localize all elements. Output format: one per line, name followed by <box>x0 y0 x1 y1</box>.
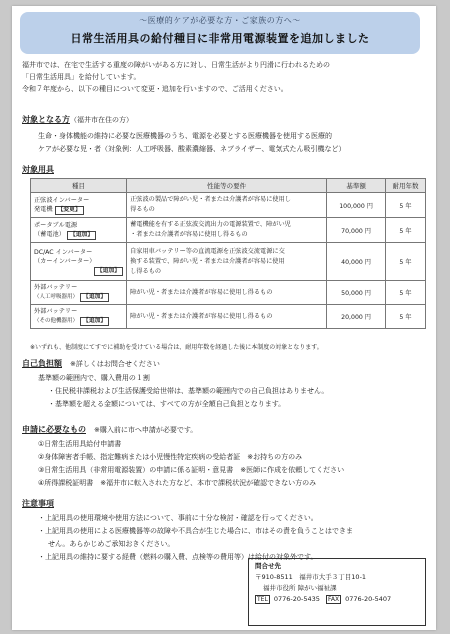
item-years: 5 年 <box>385 281 425 305</box>
target-text <box>38 130 426 156</box>
target-line: 生命・身体機能の維持に必要な医療機器のうち、電源を必要とする医療機器を使用する医療的 <box>38 132 332 140</box>
perf-line: 得るもの <box>130 206 155 213</box>
perf-line: 換する装置で、障がい児・者または介護者が容易に使用 <box>130 257 285 265</box>
note-item: ・上記用具の使用環境や使用方法について、事前に十分な検討・確認を行ってください。 <box>38 514 318 522</box>
table-header-row <box>31 179 426 193</box>
table-row <box>31 243 426 281</box>
intro-line: 令和７年度から、以下の種目について変更・追加を行いますので、ご活用ください。 <box>22 85 288 93</box>
item-name: 外部バッテリー <box>34 308 78 315</box>
item-name-sub: （蓄電池） <box>34 230 65 238</box>
flyer-page <box>12 6 436 630</box>
note-item: ・上記用具の使用による医療機器等の故障や不具合が生じた場合に、市はその責を負うことはできま <box>38 527 353 535</box>
table-footnote: ※いずれも、他制度にてすでに補助を受けている場合は、耐用年数を経過した後に本制度の対象となります。 <box>30 344 323 351</box>
perf-line: 障がい児・者または介護者が容易に使用し得るもの <box>130 312 273 320</box>
contact-office: 福井市役所 障がい福祉課 <box>263 584 337 592</box>
table-row <box>31 193 426 218</box>
item-years: 5 年 <box>385 218 425 243</box>
item-perf-cell <box>127 193 327 218</box>
title-banner <box>20 12 420 54</box>
item-price: 70,000 円 <box>327 218 386 243</box>
item-name-sub: （カーインバーター） <box>34 257 96 265</box>
tel-number[interactable]: 0776-20-5435 <box>273 595 320 603</box>
item-name-cell <box>31 243 127 281</box>
perf-line: 蓄電機能を有する正弦波交流出力の電源装置で、障がい児 <box>130 221 291 228</box>
documents-heading-note: ※購入前に市へ申請が必要です。 <box>94 426 198 434</box>
cost-heading <box>22 358 160 369</box>
notes-heading-label: 注意事項 <box>22 499 54 508</box>
item-name: DC/AC インバーター <box>34 248 93 256</box>
cost-heading-note: ※詳しくはお問合せください <box>70 360 160 368</box>
item-price: 50,000 円 <box>327 281 386 305</box>
item-perf-cell <box>127 281 327 305</box>
item-perf-cell <box>127 305 327 329</box>
item-name-cell <box>31 218 127 243</box>
perf-line: 自家用車バッテリー等の直流電源を正弦波交流電源に交 <box>130 247 285 255</box>
fax-number: 0776-20-5407 <box>345 595 392 603</box>
status-badge: 【変更】 <box>55 206 84 215</box>
item-price: 20,000 円 <box>327 305 386 329</box>
table-row <box>31 218 426 243</box>
item-name-sub: 発電機 <box>34 205 53 213</box>
items-table <box>30 178 426 329</box>
target-line: ケアが必要な児・者（対象例：人工呼吸器、酸素濃縮器、ネブライザー、電気式たん吸引機など） <box>38 145 346 153</box>
item-perf-cell <box>127 218 327 243</box>
banner-subtitle: ～医療的ケアが必要な方・ご家族の方へ～ <box>139 16 301 25</box>
item-price: 100,000 円 <box>327 193 386 218</box>
status-badge: 【追加】 <box>80 317 109 326</box>
perf-line: し得るもの <box>130 267 162 275</box>
perf-line: ・者または介護者が容易に使用し得るもの <box>130 231 248 238</box>
header-item: 種目 <box>31 179 127 193</box>
header-perf: 性能等の要件 <box>127 179 327 193</box>
item-price: 40,000 円 <box>327 243 386 281</box>
item-name: 外部バッテリー <box>34 284 78 291</box>
cost-line: ・住民税非課税および生活保護受給世帯は、基準額の範囲内での自己負担はありません。 <box>48 387 329 395</box>
item-name-cell <box>31 305 127 329</box>
notes-heading <box>22 498 54 509</box>
items-heading <box>22 164 54 175</box>
tel-label: TEL <box>257 596 268 603</box>
header-years: 耐用年数 <box>385 179 425 193</box>
contact-heading: 問合せ先 <box>255 562 281 570</box>
documents-list <box>38 438 426 490</box>
document-item: ③日常生活用具（非常用電源装置）の申請に係る証明・意見書 ※医師に作成を依頼してください <box>38 466 345 474</box>
item-name-sub: （人工呼吸器用） <box>34 294 79 300</box>
intro-line: 「日常生活用具」を給付しています。 <box>22 73 141 81</box>
document-item: ②身体障害者手帳、指定難病または小児慢性特定疾病の受給者証 ※お持ちの方のみ <box>38 453 303 461</box>
perf-line: 正弦波の製品で障がい児・者または介護者が容易に使用し <box>130 196 291 203</box>
fax-label: FAX <box>327 596 340 603</box>
status-badge: 【追加】 <box>94 267 123 276</box>
item-years: 5 年 <box>385 243 425 281</box>
item-name: 正弦波インバーター <box>34 196 90 204</box>
cost-line: ・基準額を超える金額については、すべての方が全額自己負担となります。 <box>48 400 286 408</box>
intro-line: 福井市では、在宅で生活する重度の障がいがある方に対し、日常生活がより円滑に行われるための <box>22 61 330 69</box>
item-years: 5 年 <box>385 193 425 218</box>
table-row <box>31 281 426 305</box>
items-heading-label: 対象用具 <box>22 165 54 174</box>
target-heading-label: 対象となる方 <box>22 115 70 124</box>
intro-text <box>22 59 426 95</box>
item-years: 5 年 <box>385 305 425 329</box>
cost-line: 基準額の範囲内で、購入費用の１割 <box>38 374 150 382</box>
note-item: ・上記用具の維持に要する経費（燃料の購入費、点検等の費用等）は給付の対象外です。 <box>38 553 318 561</box>
item-name-cell <box>31 193 127 218</box>
page-title: 日常生活用具の給付種目に非常用電源装置を追加しました <box>70 32 370 45</box>
header-price: 基準額 <box>327 179 386 193</box>
item-perf-cell <box>127 243 327 281</box>
target-heading-note: （福井市在住の方） <box>70 116 133 124</box>
notes-list <box>38 512 426 564</box>
contact-box <box>248 558 426 626</box>
table-row <box>31 305 426 329</box>
cost-heading-label: 自己負担額 <box>22 359 62 368</box>
contact-address: 〒910-8511 福井市大手３丁目10-1 <box>255 573 367 581</box>
note-item: せん。あらかじめご承知おきください。 <box>48 540 175 548</box>
status-badge: 【追加】 <box>80 293 109 302</box>
contact-phone-row <box>255 594 419 605</box>
documents-heading <box>22 424 197 435</box>
item-name-sub: （その他機器用） <box>34 318 79 324</box>
item-name-cell <box>31 281 127 305</box>
cost-text <box>38 372 426 411</box>
documents-heading-label: 申請に必要なもの <box>22 425 86 434</box>
target-heading <box>22 114 133 125</box>
item-name: ポータブル電源 <box>34 221 78 229</box>
document-item: ④所得課税証明書 ※福井市に転入された方など、本市で課税状況が確認できない方のみ <box>38 479 317 487</box>
document-item: ①日常生活用具給付申請書 <box>38 440 122 448</box>
perf-line: 障がい児・者または介護者が容易に使用し得るもの <box>130 288 273 296</box>
status-badge: 【追加】 <box>67 231 96 240</box>
